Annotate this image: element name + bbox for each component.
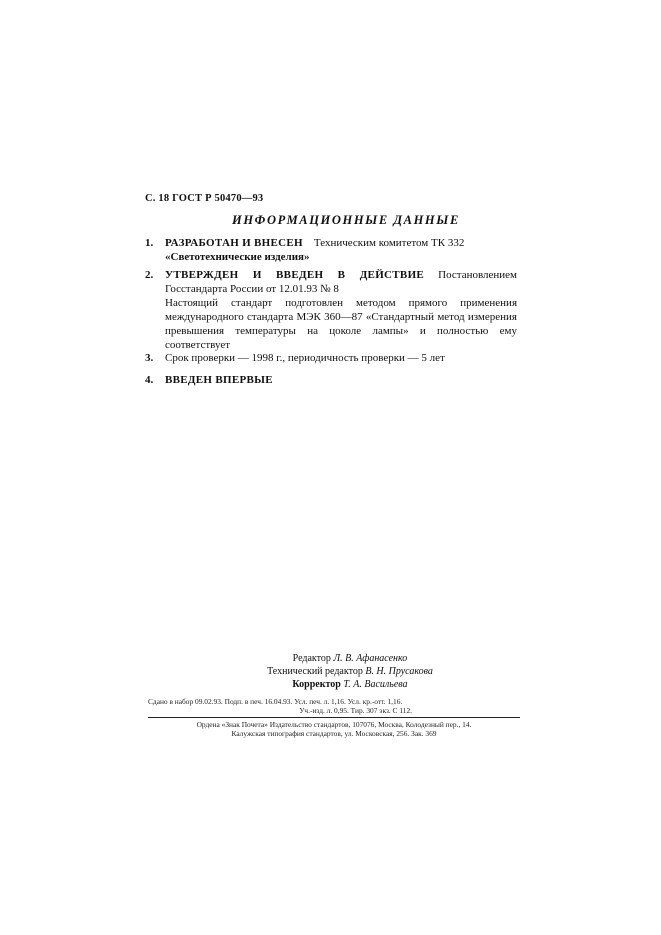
credits-block — [200, 652, 500, 691]
info-item-3 — [145, 351, 517, 365]
imprint-line: Уч.-изд. л. 0,95. Тир. 307 экз. С 112. — [299, 706, 412, 715]
item-number: 3. — [145, 352, 154, 364]
footer-divider — [148, 717, 520, 718]
credit-role: Редактор — [292, 653, 331, 664]
page-header: С. 18 ГОСТ Р 50470—93 — [145, 193, 264, 204]
credit-editor — [200, 652, 500, 665]
item-body — [165, 373, 517, 387]
item-number: 4. — [145, 374, 154, 386]
item-body — [165, 351, 517, 365]
item-number: 1. — [145, 237, 154, 249]
item-lead: УТВЕРЖДЕН И ВВЕДЕН В ДЕЙСТВИЕ — [165, 269, 425, 281]
info-item-4 — [145, 373, 517, 387]
credit-name: В. Н. Прусакова — [365, 666, 433, 677]
credit-role: Корректор — [292, 679, 341, 690]
item-body — [165, 268, 517, 352]
item-text: Техническим комитетом ТК 332 — [313, 237, 465, 249]
item-subline: «Светотехнические изделия» — [165, 251, 310, 263]
info-item-2 — [145, 268, 517, 352]
item-text: Срок проверки — 1998 г., периодичность проверки — 5 лет — [165, 352, 445, 364]
section-title: ИНФОРМАЦИОННЫЕ ДАННЫЕ — [232, 213, 460, 227]
publisher-footer — [148, 720, 520, 738]
credit-name: Т. А. Васильева — [343, 679, 408, 690]
credit-name: Л. В. Афанасенко — [333, 653, 408, 664]
credit-role: Технический редактор — [267, 666, 363, 677]
item-paragraph: Настоящий стандарт подготовлен методом прямого применения международного стандарта МЭК 360—87 «Стандартный метод измерения превышения температуры на цоколе лампы» и полностью ему соответствует — [165, 297, 517, 351]
item-text: Постановлением Госстандарта России от 12.01.93 № 8 — [165, 269, 518, 295]
item-number: 2. — [145, 269, 154, 281]
item-text: ВВЕДЕН ВПЕРВЫЕ — [165, 374, 273, 386]
credit-technical-editor — [200, 665, 500, 678]
footer-line: Калужская типография стандартов, ул. Московская, 256. Зак. 369 — [231, 729, 437, 738]
footer-line: Ордена «Знак Почета» Издательство стандартов, 107076, Москва, Колодезный пер., 14. — [196, 720, 472, 729]
imprint-line: Сдано в набор 09.02.93. Подп. в печ. 16.04.93. Усл. печ. л. 1,16. Усл. кр.-отт. 1,16. — [148, 697, 403, 706]
info-item-1 — [145, 236, 517, 264]
item-lead: РАЗРАБОТАН И ВНЕСЕН — [165, 237, 303, 249]
credit-corrector — [200, 678, 500, 691]
item-body — [165, 236, 517, 264]
imprint-block — [148, 697, 520, 715]
